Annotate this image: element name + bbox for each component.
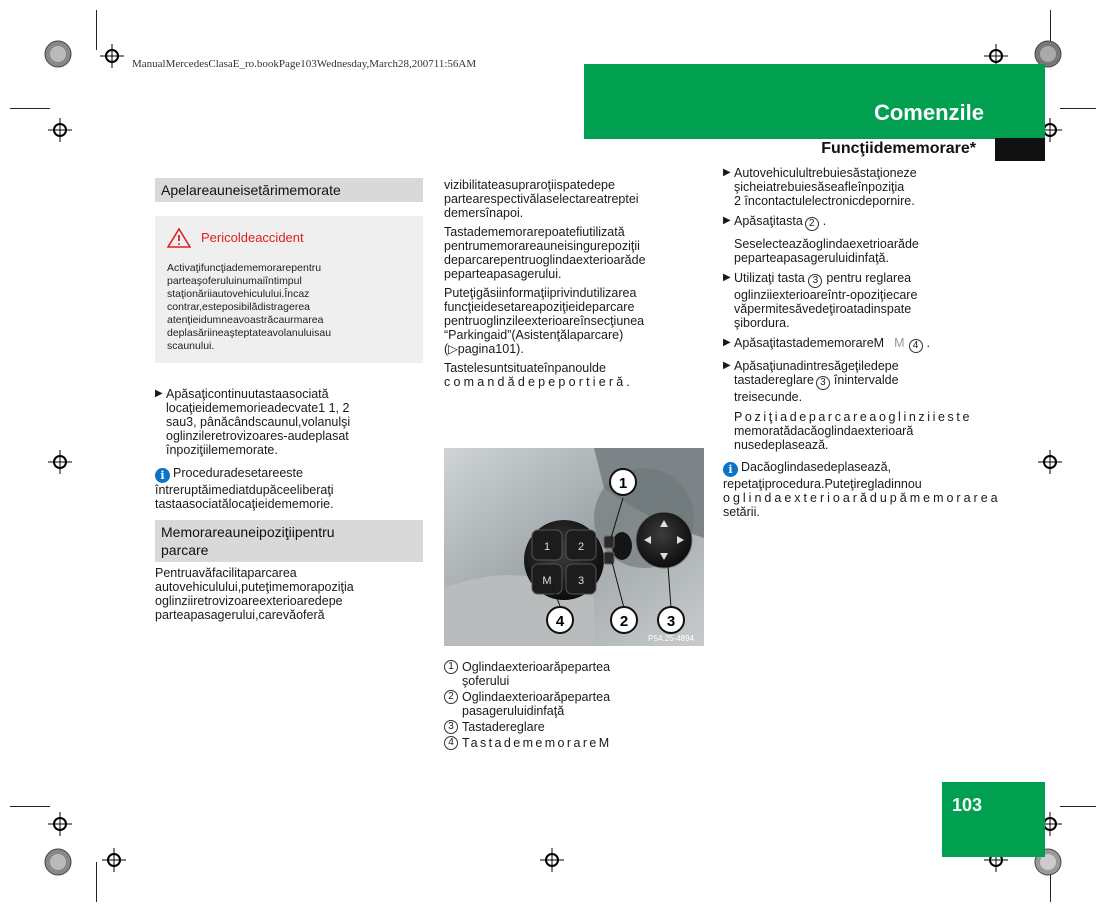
legend-number: 1 [444,660,458,674]
info-note [155,466,423,511]
text-line: întreruptăimediatdupăceeliberaţi [155,483,334,497]
memory-m-glyph: M [894,336,905,350]
callout-2: 2 [619,613,629,630]
text-line: locaţieidememorieadecvate1 1, 2 [166,401,350,415]
page-number: 103 [952,795,983,815]
info-icon: i [155,468,170,483]
text-line: sau3, pânăcândscaunul,volanulşi [166,415,351,429]
page-number-box [942,782,1045,857]
text-line: treisecunde. [734,390,803,404]
halftone-circle-icon [44,40,72,68]
text-line: setării. [723,505,760,519]
column-1 [155,178,423,622]
text-line: Dacăoglindasedeplasează, [741,460,892,474]
instruction-bullet [723,166,995,208]
result-text [723,237,995,265]
registration-crosshair-icon [102,848,126,872]
crop-line [96,10,97,50]
legend-number: 4 [444,736,458,750]
result-text [723,410,995,452]
file-info-header: ManualMercedesClasaE_ro.bookPage103Wednesday,March28,200711:56AM [132,58,477,70]
bullet-arrow-icon: ▶ [723,272,731,283]
text-line: “Parkingaid”(Asistenţălaparcare) [444,328,624,342]
heading-recall-memory: Apelareauneisetărimemorate [155,178,423,202]
text-line: Apăsaţitasta [734,214,803,228]
text-line: comandădepeportieră. [444,375,634,389]
paragraph [444,178,706,220]
text-line: tastaasociatălocaţieidememorie. [155,497,334,511]
crop-line [1060,108,1096,109]
text-line: pentrumemorareauneisingurepoziţii [444,239,640,253]
text-line: scaunului. [167,340,215,352]
text-line: Pentruavăfacilitaparcarea [155,566,297,580]
info-note [723,460,1001,519]
text-line: Apăsaţiunadintresăgeţiledepe [734,359,899,373]
legend-item [444,690,706,718]
text-line: demersînapoi. [444,206,524,220]
subsection-title: Funcţiidememorare* [821,140,976,157]
callout-4: 4 [555,613,565,630]
text-line: contrar,esteposibilădistragerea [167,301,311,313]
legend-item [444,660,706,688]
text-line: vizibilitateasupraroţiispatedepe [444,178,615,192]
text-line: ApăsaţitastadememorareM [734,336,885,350]
paragraph [444,286,706,356]
text-line: Poziţiadeparcareaoglinziieste [734,410,972,424]
text-line: Seselecteazăoglindaexetrioarăde [734,237,919,251]
photo-legend [444,660,706,750]
text-line: înpoziţiilememorate. [166,443,278,457]
text-line: Oglindaexterioarăpepartea [462,690,611,704]
text-line: Tastadereglare [462,720,545,734]
callout-1: 1 [618,475,628,492]
warning-box [155,216,423,363]
warning-title-row [167,228,409,248]
text-line: oglinzileretrovizoares-audeplasat [166,429,349,443]
text-line: pasageruluidinfaţă [462,704,565,718]
text-line: şoferului [462,674,510,688]
instruction-bullet: ▶ ApăsaţitastadememorareM M 4 . [723,336,930,351]
text-line: înintervalde [833,373,899,387]
memory-key-2: 2 [577,541,585,553]
text-line: deparcarepentruoglindaexterioarăde [444,253,646,267]
text-line: memoratădacăoglindaexterioară [734,424,914,438]
paragraph [155,566,423,622]
registration-crosshair-icon [1038,450,1062,474]
text-line: oglindaexterioarădupămemorarea [723,491,1001,505]
halftone-circle-icon [44,848,72,876]
text-line: funcţieidesetareapoziţieideparcare [444,300,635,314]
column-2 [444,178,706,389]
text-line: parteapasagerului,carevăoferă [155,608,325,622]
text-line: pentruoglinzileexterioareînsecţiunea [444,314,645,328]
text-line: oglinziiexterioareîntr-opoziţiecare [734,288,918,302]
text-line: şibordura. [734,316,790,330]
bullet-arrow-icon: ▶ [723,167,731,178]
door-control-panel-photo [444,448,704,646]
text-line: repetaţiprocedura.Puteţiregladinnou [723,477,922,491]
registration-crosshair-icon [100,44,124,68]
bullet-arrow-icon: ▶ [723,215,731,226]
text-line: staţionăriiautovehiculului.Încaz [167,288,310,300]
step-number: 4 [909,339,923,353]
step-number: 3 [808,274,822,288]
legend-number: 2 [444,690,458,704]
crop-line [1060,806,1096,807]
legend-number: 3 [444,720,458,734]
text-line: pentru reglarea [826,271,912,285]
legend-item [444,720,706,734]
text-line: deplasăriineaşteptateavolanuluisau [167,327,332,339]
text-line: Tastelesuntsituateînpanoulde [444,361,606,375]
registration-crosshair-icon [48,118,72,142]
text-line: parcare [161,542,209,558]
column-3 [723,166,1001,519]
warning-text [167,262,409,353]
text-line: Oglindaexterioarăpepartea [462,660,611,674]
warning-title: Pericoldeaccident [201,230,304,245]
text-line: Apăsaţicontinuutastaasociată [166,387,329,401]
instruction-bullet [155,387,423,457]
warning-triangle-icon [167,228,191,248]
text-line: Memorareauneipoziţiipentru [161,524,335,540]
memory-key-3: 3 [577,575,585,587]
memory-key-1: 1 [543,541,551,553]
info-icon: i [723,462,738,477]
step-number: 3 [816,376,830,390]
paragraph [444,225,706,281]
text-line: (▷pagina101). [444,342,524,356]
text-line: Tastadememorarepoatefiutilizată [444,225,625,239]
text-line: Autovehiculultrebuiesăstaţioneze [734,166,917,180]
bullet-arrow-icon: ▶ [723,360,731,371]
text-line: partearespectivălaselectareatreptei [444,192,639,206]
text-line: şicheiatrebuiesăseafleînpoziţia [734,180,905,194]
section-title: Comenzile [873,100,984,125]
photo-code: P54.25-4894 [648,634,694,643]
crop-line [10,806,50,807]
callout-3: 3 [666,613,676,630]
legend-item [444,736,706,750]
text-line: tastadereglare [734,373,814,387]
step-number: 2 [805,217,819,231]
text-line: Proceduradesetareeste [173,466,303,480]
text-line: peparteapasageruluidinfaţă. [734,251,889,265]
text-line: nusedeplasează. [734,438,829,452]
text-line: 2 încontactulelectronicdepornire. [734,194,915,208]
paragraph [444,361,706,389]
registration-crosshair-icon [540,848,564,872]
text-line: peparteapasagerului. [444,267,562,281]
instruction-bullet: ▶ Apăsaţitasta 2 . [723,214,827,229]
text-line: văpermitesăvedeţiroatadinspate [734,302,912,316]
crop-line [96,862,97,902]
registration-crosshair-icon [48,812,72,836]
text-line: atenţieidumneavoastrăcaurmarea [167,314,324,326]
memory-key-m: M [542,575,552,587]
text-line: Activaţifuncţiadememorarepentru [167,262,322,274]
instruction-bullet [723,271,995,330]
heading-parking-position [155,520,423,562]
bullet-arrow-icon: ▶ [723,337,731,348]
text-line: oglinziiretrovizoareexterioaredepe [155,594,343,608]
registration-crosshair-icon [48,450,72,474]
text-line: TastadememorareM [462,736,612,750]
text-line: parteaşoferuluinumaiîntimpul [167,275,302,287]
crop-line [10,108,50,109]
bullet-arrow-icon: ▶ [155,388,163,399]
thumb-tab [995,138,1045,161]
instruction-bullet [723,359,995,404]
text-line: Puteţigăsiinformaţiiprivindutilizarea [444,286,637,300]
text-line: autovehiculului,puteţimemorapoziţia [155,580,354,594]
text-line: Utilizaţi tasta [734,271,805,285]
